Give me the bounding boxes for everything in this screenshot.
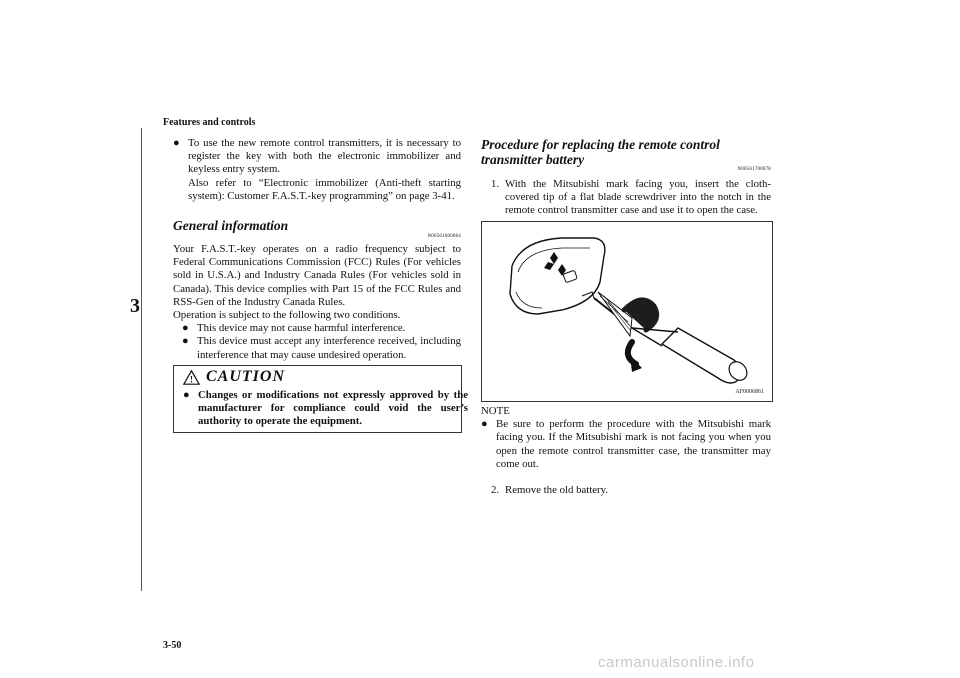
- procedure-step-1: [481, 178, 771, 218]
- general-information-body: [173, 243, 461, 362]
- bullet-icon: ●: [182, 335, 189, 348]
- left-column-top: [173, 137, 461, 203]
- reference-code: N00561700078: [737, 167, 771, 172]
- caution-text: [183, 389, 468, 428]
- caution-box: [173, 365, 468, 433]
- note-bullet: [481, 418, 771, 471]
- remote-and-screwdriver-illustration: [482, 222, 772, 401]
- step-number: 1.: [491, 178, 500, 190]
- bullet-icon: ●: [183, 389, 190, 401]
- bullet-text-continued: Also refer to “Electronic immobilizer (Anti-theft starting system): Customer F.A.S.T.-key programming” on page 3-41.: [188, 176, 461, 202]
- figure-code: AF0006861: [735, 389, 764, 395]
- paragraph: Your F.A.S.T.-key operates on a radio frequency subject to Federal Communications Commission (FCC) Rules (For vehicles sold in U.S.A.) and Industry Canada Rules (For vehicles sold in Canada). This device complies with Part 15 of the FCC Rules and RSS-Gen of the Industry Canada Rules.: [173, 243, 461, 308]
- section-title: Features and controls: [163, 117, 256, 128]
- reference-code: N00561600064: [427, 234, 461, 239]
- caution-text-body: Changes or modifications not expressly approved by the manufacturer for compliance could void the user’s authority to operate the equipment.: [198, 389, 468, 427]
- page-number: 3-50: [163, 640, 182, 651]
- step-text: With the Mitsubishi mark facing you, insert the cloth-covered tip of a flat blade screwdriver into the notch in the remote control transmitter case and use it to open the case.: [505, 178, 771, 217]
- section-heading: General information: [173, 218, 289, 233]
- chapter-tab-number: 3: [130, 295, 140, 317]
- watermark-text: carmanualsonline.info: [598, 654, 755, 671]
- note-text: Be sure to perform the procedure with the Mitsubishi mark facing you. If the Mitsubishi mark is not facing you when you open the remote control transmitter case, the transmitter may come out.: [496, 418, 771, 470]
- figure-transmitter-screwdriver: [481, 221, 773, 402]
- chapter-tab-bar: [128, 128, 142, 591]
- procedure-heading-row: [481, 137, 771, 172]
- bullet-register-key: [173, 137, 461, 203]
- bullet-icon: ●: [182, 322, 189, 335]
- bullet-text: To use the new remote control transmitters, it is necessary to register the key with both the electronic immobilizer and keyless entry system.: [188, 137, 461, 176]
- bullet-icon: ●: [481, 418, 488, 431]
- general-information-heading-row: [173, 218, 461, 239]
- list-item-text: This device must accept any interference received, including interference that may cause undesired operation.: [197, 335, 461, 361]
- caution-title: CAUTION: [206, 368, 286, 385]
- list-item-text: This device may not cause harmful interference.: [197, 322, 406, 335]
- section-heading: Procedure for replacing the remote control transmitter battery: [481, 137, 720, 167]
- step-text: Remove the old battery.: [505, 484, 609, 497]
- note-block: [481, 405, 771, 497]
- step-number: 2.: [491, 484, 500, 497]
- warning-glyph: !: [190, 374, 193, 385]
- note-label: NOTE: [481, 405, 510, 417]
- list-item: [481, 178, 771, 218]
- list-item: [182, 335, 461, 361]
- list-item: [182, 322, 461, 335]
- paragraph: Operation is subject to the following two conditions.: [173, 309, 401, 322]
- bullet-icon: ●: [173, 137, 180, 149]
- list-item: [481, 484, 771, 497]
- warning-triangle-icon: [183, 370, 200, 385]
